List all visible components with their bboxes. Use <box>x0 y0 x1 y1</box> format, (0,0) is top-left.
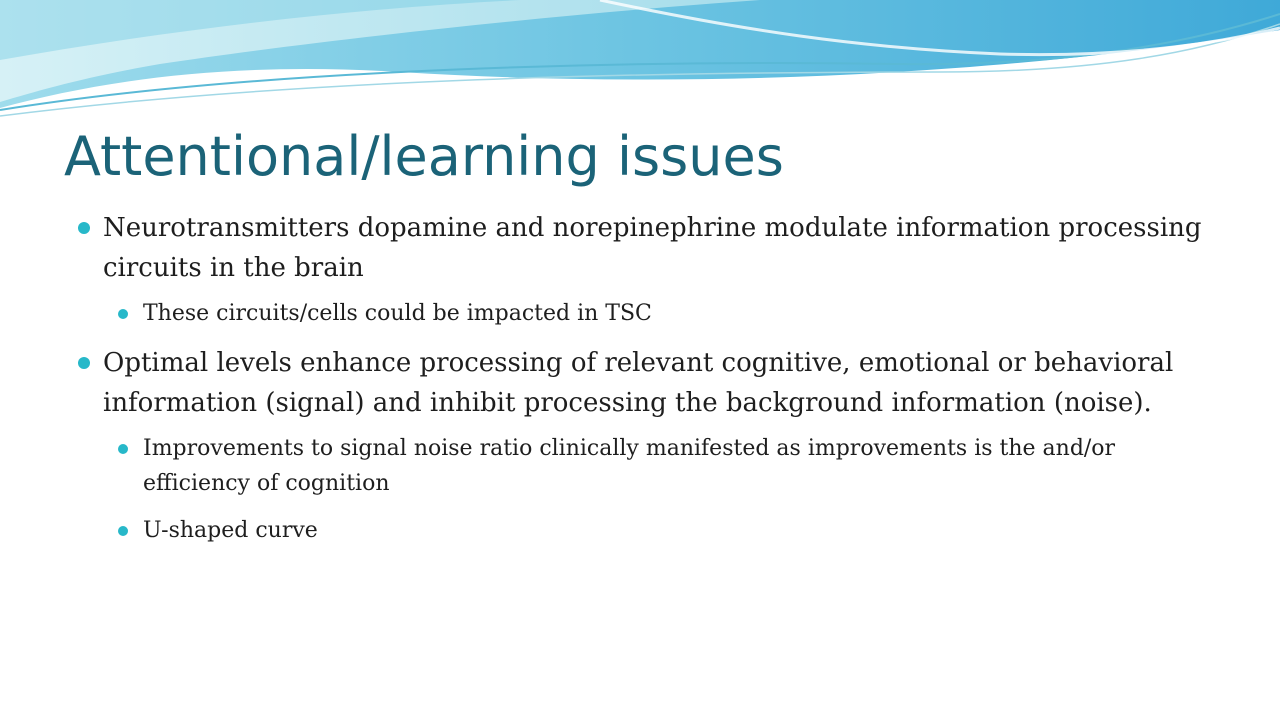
sub-bullet-item: Improvements to signal noise ratio clinically manifested as improvements is the and/or efficiency of cognition <box>118 431 1218 501</box>
sub-bullet-item: These circuits/cells could be impacted in TSC <box>118 296 1218 331</box>
header-wave-decoration <box>0 0 1280 130</box>
bullet-list <box>78 208 1218 560</box>
bullet-item: Neurotransmitters dopamine and norepinephrine modulate information processing circuits in the brain <box>78 208 1218 288</box>
bullet-item: Optimal levels enhance processing of relevant cognitive, emotional or behavioral information (signal) and inhibit processing the background information (noise). <box>78 343 1218 423</box>
sub-bullet-item: U-shaped curve <box>118 513 1218 548</box>
slide-title: Attentional/learning issues <box>64 125 784 188</box>
